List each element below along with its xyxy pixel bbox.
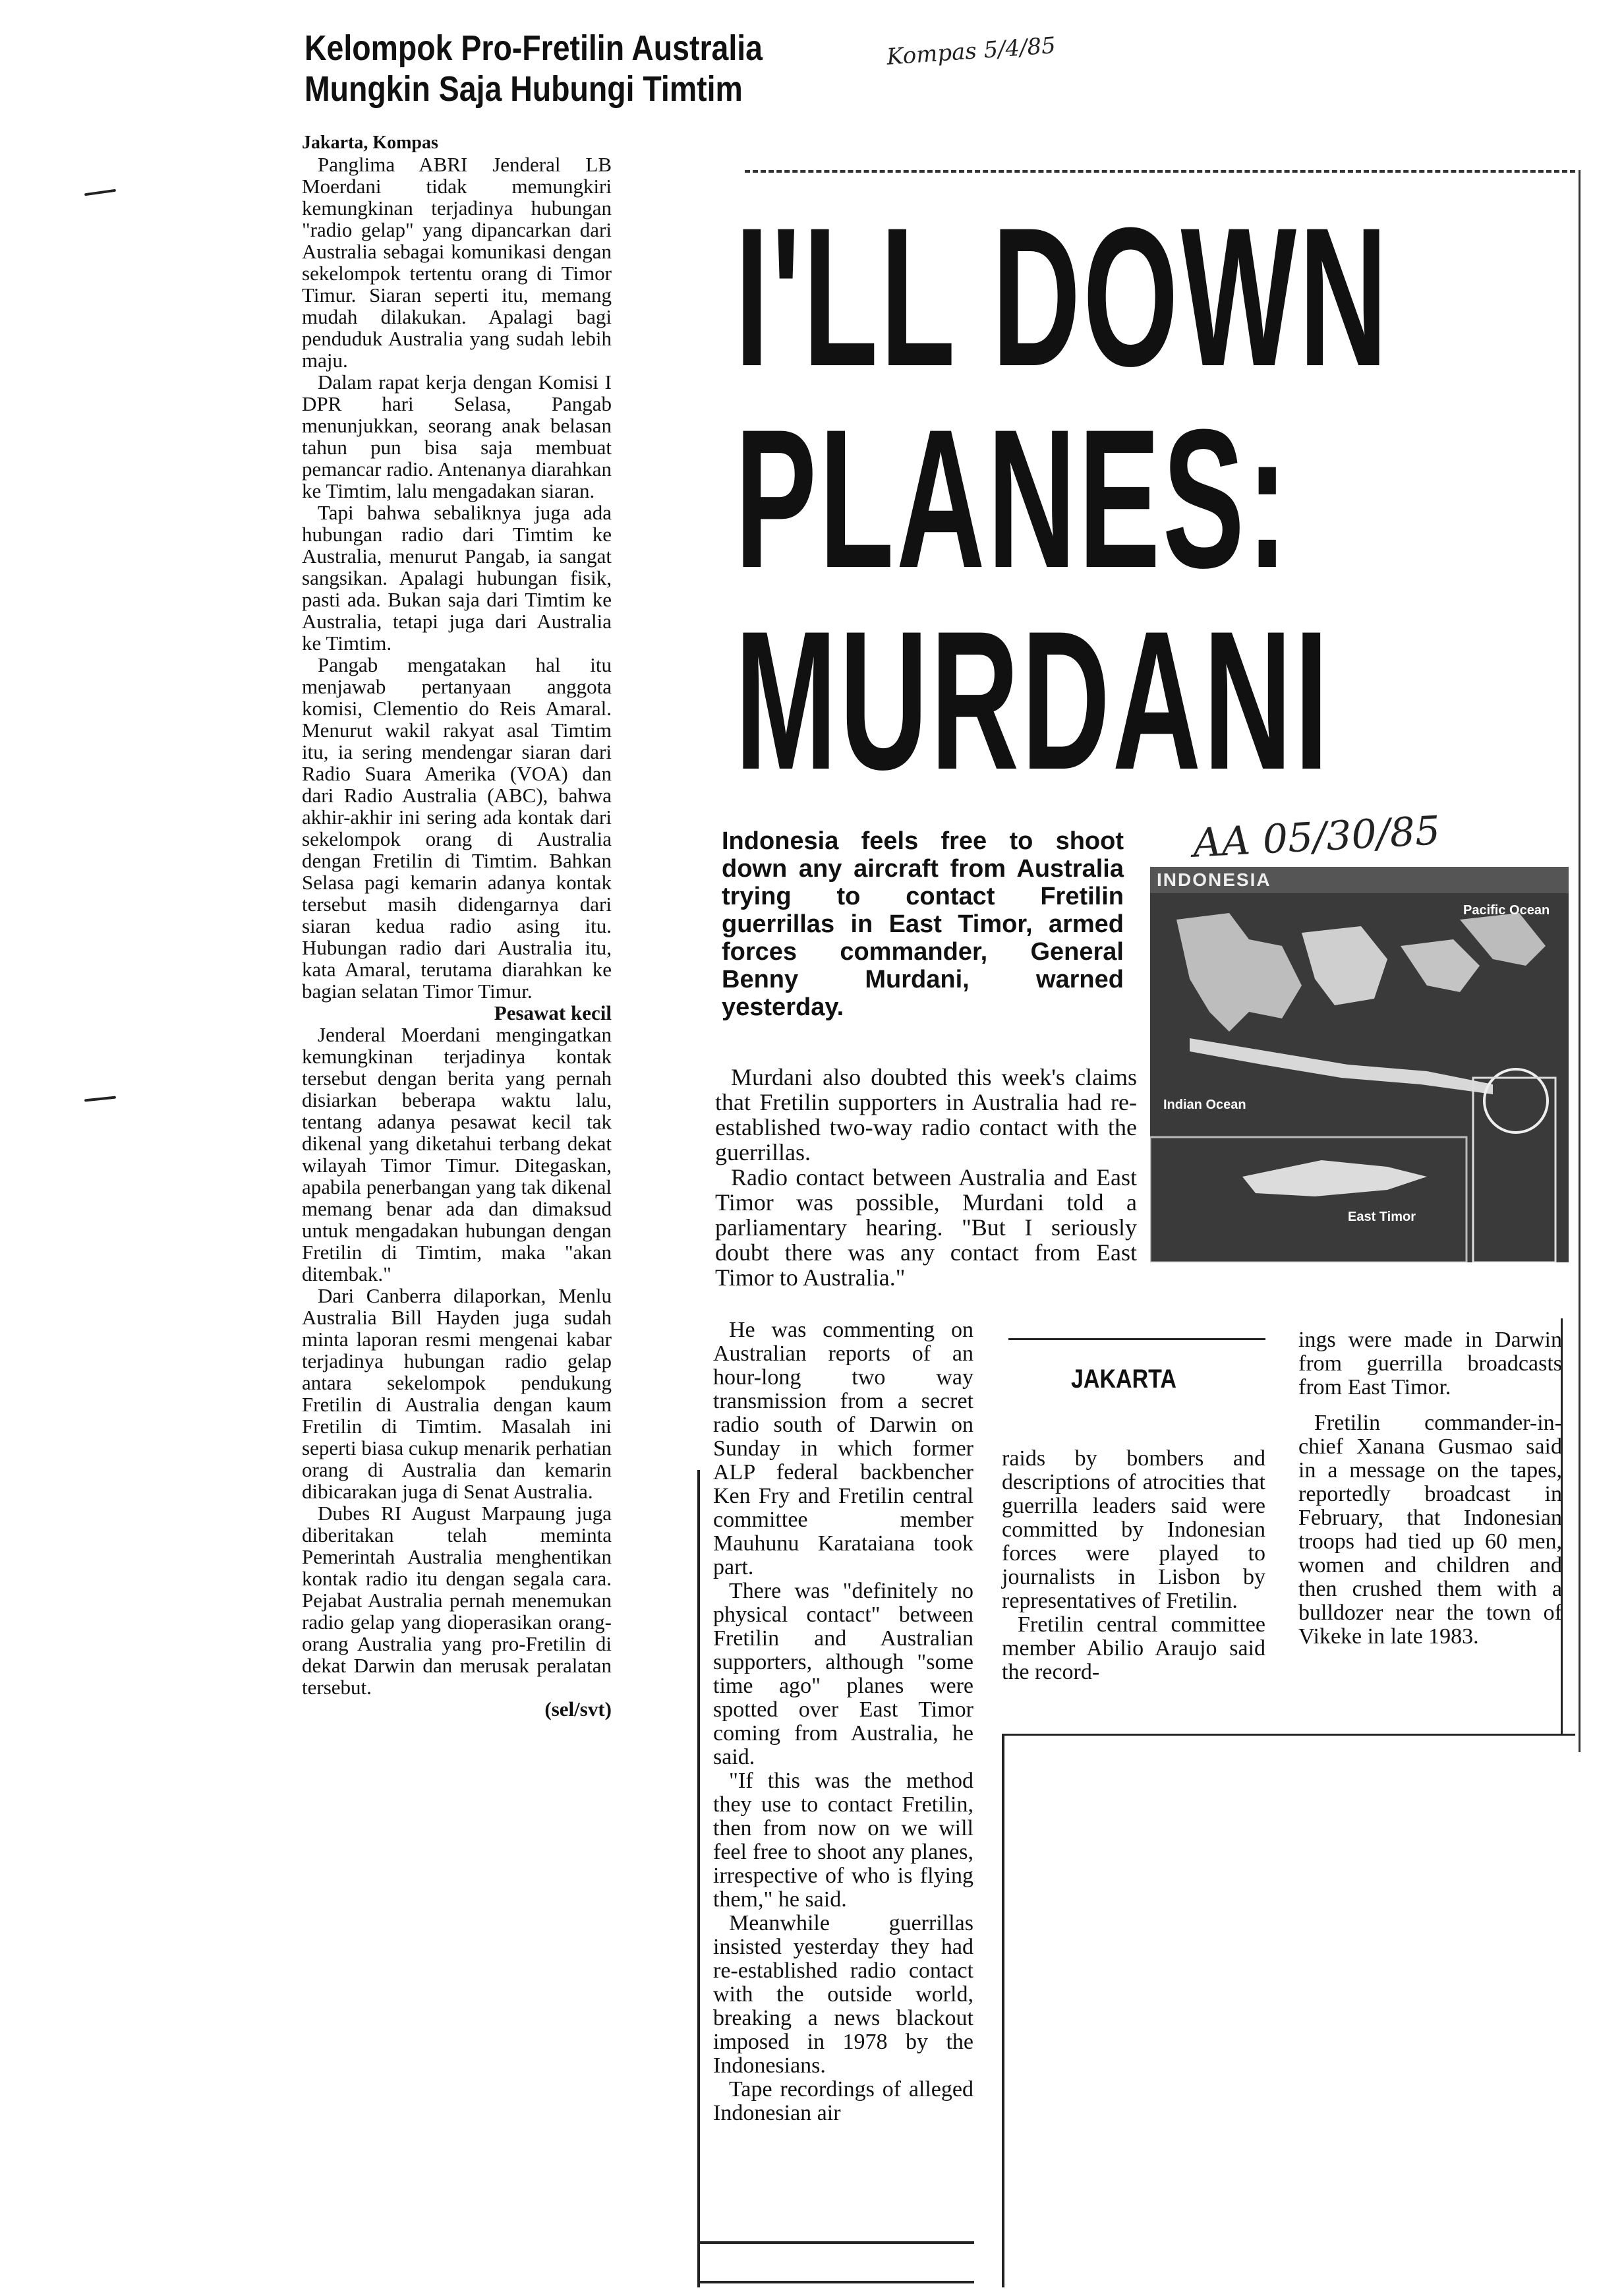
map-label: East Timor [1348, 1210, 1416, 1224]
left-dateline: Jakarta, Kompas [302, 132, 438, 153]
left-paragraph: Tapi bahwa sebaliknya juga ada hubungan radio dari Timtim ke Australia, menurut Pangab, ia sangat sangsikan. Apalagi hubungan fisik, pasti ada. Bukan saja dari Timtim ke Australia, tetapi juga dari Australia ke Timtim. [302, 501, 612, 655]
left-paragraph: Panglima ABRI Jenderal LB Moerdani tidak memungkiri kemungkinan terjadinya hubungan "radio gelap" yang dipancarkan dari Australia sebagai komunikasi dengan sekelompok tertentu orang di Timor Timur. Siaran seperti itu, memang mudah dilakukan. Apalagi bagi penduduk Australia yang sudah lebih maju. [302, 153, 612, 372]
right-paragraph: ings were made in Darwin from guerrilla broadcasts from East Timor. [1298, 1328, 1562, 1399]
map-figure [1150, 867, 1569, 1262]
left-paragraph: Dubes RI August Marpaung juga diberitakan telah meminta Pemerintah Australia menghentikan kontak radio itu dengan segala cara. Pejabat Australia pernah menemukan radio gelap yang dioperasikan orang-orang Australia yang pro-Fretilin di dekat Darwin dan merusak peralatan tersebut. [302, 1502, 612, 1699]
map-label: Indian Ocean [1163, 1098, 1246, 1112]
column-rule [697, 1470, 700, 2287]
column-rule [1561, 1318, 1563, 1734]
left-headline [304, 28, 931, 109]
left-article-body [302, 132, 612, 1720]
right-paragraph: Fretilin commander-in-chief Xanana Gusmao said in a message on the tapes, reportedly broadcast in February, that Indonesian troops had tied up 60 men, women and children and then crushed them with a bulldozer near the town of Vikeke in late 1983. [1298, 1411, 1562, 1649]
left-subhead: Pesawat kecil [494, 1001, 612, 1024]
right-paragraph: raids by bombers and descriptions of atrocities that guerrilla leaders said were committed by Indonesian forces were played to journalists in Lisbon by representatives of Fretilin. [1002, 1446, 1265, 1613]
left-paragraph: Pangab mengatakan hal itu menjawab pertanyaan anggota komisi, Clementio do Reis Amaral. Menurut wakil rakyat asal Timtim itu, ia sering mendengar siaran dari Radio Suara Amerika (VOA) dan dari Radio Australia (ABC), bahwa akhir-akhir ini sering ada kontak dari sekelompok orang di Australia dengan Fretilin di Timtim. Bahkan Selasa pagi kemarin adanya kontak tersebut masih didengarnya dari siaran kedua radio asing itu. Hubungan radio dari Australia itu, kata Amaral, terutama diarahkan ke bagian selatan Timor Timur. [302, 653, 612, 1003]
left-paragraph: Dalam rapat kerja dengan Komisi I DPR hari Selasa, Pangab menunjukkan, seorang anak belasan tahun pun bisa saja membuat pemancar radio. Antenanya diarahkan ke Timtim, lalu mengadakan siaran. [302, 370, 612, 502]
map-svg [1150, 867, 1569, 1262]
left-headline-line2: Mungkin Saja Hubungi Timtim [304, 69, 743, 109]
right-paragraph: He was commenting on Australian reports of an hour-long two way transmission from a secret radio south of Darwin on Sunday in which former ALP federal backbencher Ken Fry and Fretilin central committee member Mauhunu Karataiana took part. [713, 1318, 973, 1579]
handwritten-date: AA 05/30/85 [1192, 808, 1441, 867]
dateline: JAKARTA [1071, 1365, 1176, 1394]
right-col2 [1002, 1447, 1265, 1684]
right-paragraph: Murdani also doubted this week's claims that Fretilin supporters in Australia had re-established two-way radio contact with the guerrillas. [715, 1064, 1137, 1165]
left-paragraph: Dari Canberra dilaporkan, Menlu Australia Bill Hayden juga sudah minta laporan resmi mengenai kabar terjadinya hubungan radio gelap antara sekelompok pendukung Fretilin di Australia dengan kaum Fretilin di Timtim. Masalah ini seperti biasa cukup menarik perhatian orang di Australia dan kemarin dibicarakan juga di Senat Australia. [302, 1284, 612, 1503]
right-paragraph: Radio contact between Australia and East Timor was possible, Murdani told a parliamentary hearing. "But I seriously doubt there was any contact from East Timor to Australia." [715, 1164, 1137, 1291]
right-paragraph: Tape recordings of alleged Indonesian air [713, 2077, 973, 2125]
dateline-box [1008, 1338, 1265, 1437]
right-paragraph: There was "definitely no physical contact" between Fretilin and Australian supporters, although "some time ago" planes were spotted over East Timor coming from Australia, he said. [713, 1579, 973, 1769]
right-col1b [713, 1318, 973, 2125]
dateline-rule [1008, 1338, 1265, 1340]
right-paragraph: Fretilin central committee member Abilio Araujo said the record- [1002, 1612, 1265, 1684]
margin-mark [84, 189, 116, 196]
left-byline: (sel/svt) [544, 1697, 612, 1720]
right-paragraph: "If this was the method they use to contact Fretilin, then from now on we will feel free to shoot any planes, irrespective of who is flying them," he said. [713, 1769, 973, 1912]
main-headline-line1: I'LL DOWN [735, 186, 1390, 407]
handwritten-note: Kompas 5/4/85 [885, 32, 1057, 71]
right-col1 [715, 1065, 1137, 1290]
left-headline-line1: Kelompok Pro-Fretilin Australia [304, 28, 763, 68]
bottom-rule [697, 2281, 974, 2283]
column-rule [1002, 1734, 1575, 1736]
top-rule [745, 170, 1575, 173]
right-col3 [1298, 1328, 1562, 1649]
margin-mark [84, 1096, 116, 1102]
map-label: Pacific Ocean [1463, 903, 1550, 918]
right-paragraph: Meanwhile guerrillas insisted yesterday they had re-established radio contact with the outside world, breaking a news blackout imposed in 1978 by the Indonesians. [713, 1911, 973, 2078]
column-rule [1002, 1734, 1004, 2287]
main-headline-line2: PLANES: [735, 388, 1290, 609]
map-title: INDONESIA [1157, 869, 1271, 890]
bottom-rule [697, 2241, 974, 2244]
lead-paragraph: Indonesia feels free to shoot down any aircraft from Australia trying to contact Fretilin guerrillas in East Timor, armed forces commander, General Benny Murdani, warned yesterday. [722, 827, 1124, 1021]
left-paragraph: Jenderal Moerdani mengingatkan kemungkinan terjadinya kontak tersebut dengan berita yang pernah disiarkan beberapa waktu lalu, tentang adanya pesawat kecil tak dikenal yang diketahui terbang dekat wilayah Timor Timur. Ditegaskan, apabila penerbangan yang tak dikenal memang benar ada dan dimaksud untuk mengadakan hubungan dengan Fretilin di Timtim, maka "akan ditembak." [302, 1023, 612, 1285]
main-headline [735, 186, 1585, 811]
main-headline-line3: MURDANI [735, 589, 1331, 811]
